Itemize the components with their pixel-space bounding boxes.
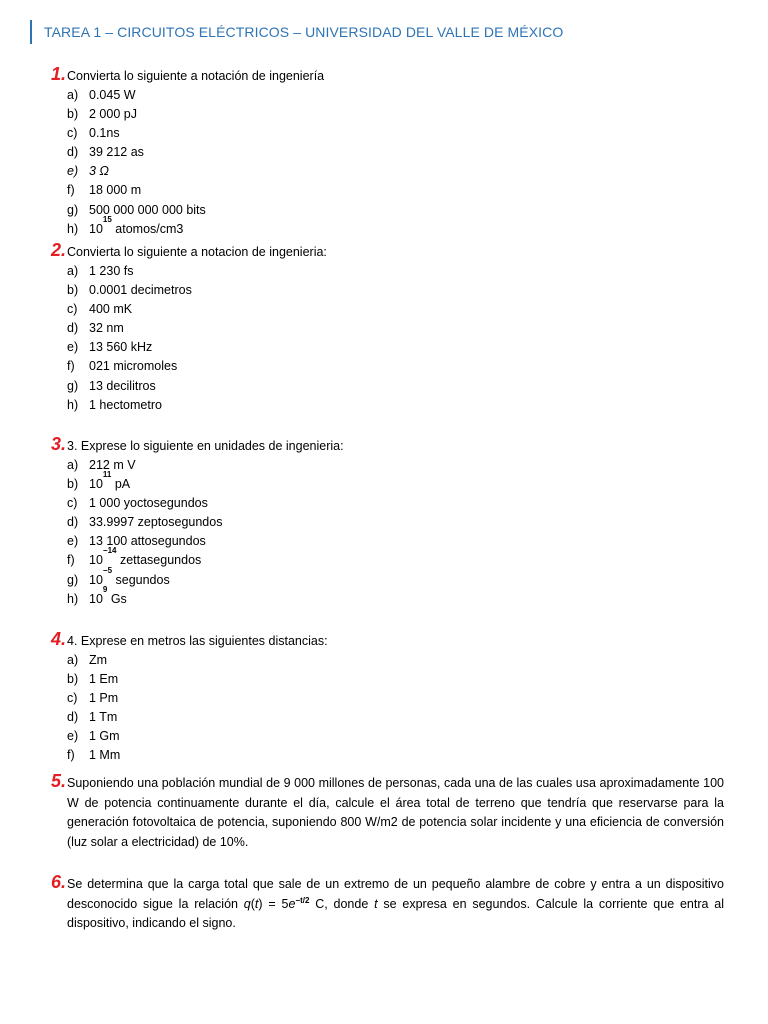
question-text-part: se expresa en segundos. Calcule la corriente que entra al dispositivo, indicando el signo. bbox=[67, 896, 724, 930]
item-value: 13 decilitros bbox=[89, 378, 156, 393]
item-value: 021 micromoles bbox=[89, 359, 178, 374]
item-letter: h) bbox=[67, 397, 79, 412]
list-item bbox=[67, 470, 724, 494]
item-value: Zm bbox=[89, 653, 108, 667]
list-item bbox=[67, 532, 724, 551]
item-value: 32 nm bbox=[89, 321, 124, 336]
item-letter: e) bbox=[67, 340, 79, 355]
list-item bbox=[67, 86, 724, 105]
item-letter: f) bbox=[67, 183, 75, 198]
item-value: 13 560 kHz bbox=[89, 340, 153, 355]
item-letter: f) bbox=[67, 359, 75, 374]
question-3 bbox=[40, 435, 724, 609]
list-item bbox=[67, 708, 724, 727]
item-letter: c) bbox=[67, 302, 78, 317]
item-value: 1 Gm bbox=[89, 729, 120, 744]
item-value: 13 100 attosegundos bbox=[89, 534, 206, 549]
item-list bbox=[40, 651, 724, 766]
list-item bbox=[67, 746, 724, 765]
list-item bbox=[67, 377, 724, 396]
list-item bbox=[67, 494, 724, 513]
item-letter: e) bbox=[67, 534, 79, 549]
question-text: Convierta lo siguiente a notación de ingeniería bbox=[67, 69, 325, 83]
item-letter: d) bbox=[67, 515, 79, 530]
list-item bbox=[67, 396, 724, 415]
item-letter: b) bbox=[67, 477, 79, 492]
question-6 bbox=[40, 873, 724, 934]
item-value: 1 Em bbox=[89, 672, 119, 687]
list-item bbox=[67, 670, 724, 689]
question-4 bbox=[40, 630, 724, 766]
item-unit: Gs bbox=[107, 591, 127, 606]
list-item bbox=[67, 456, 724, 475]
document-header bbox=[30, 20, 563, 44]
question-text: Suponiendo una población mundial de 9 000 millones de personas, cada una de las cuales usa aproximadamente 100 W de potencia continuamente durante el día, calcule el área total de terreno que tendría que reservarse para la generación fotovoltaica de potencia, suponiendo 800 W/m2 de potencia solar incidente y una eficiencia de conversión (luz solar a electricidad) de 10%. bbox=[67, 776, 724, 849]
item-letter: b) bbox=[67, 107, 79, 122]
item-value: 39 212 as bbox=[89, 145, 144, 160]
list-item bbox=[67, 162, 724, 181]
item-letter: e) bbox=[67, 164, 79, 179]
math-variable: e bbox=[288, 896, 296, 911]
item-value: 0.0001 decimetros bbox=[89, 283, 192, 298]
item-exponent: −5 bbox=[102, 565, 113, 575]
item-list bbox=[40, 86, 724, 239]
math-symbol: ( bbox=[250, 896, 255, 911]
item-value: 3 Ω bbox=[89, 164, 109, 179]
item-letter: d) bbox=[67, 710, 79, 725]
list-item bbox=[67, 300, 724, 319]
item-letter: e) bbox=[67, 729, 79, 744]
math-symbol: ) = 5 bbox=[258, 896, 289, 911]
item-value: 1 hectometro bbox=[89, 397, 162, 412]
list-item bbox=[67, 357, 724, 376]
item-exponent: 9 bbox=[102, 584, 108, 594]
question-2 bbox=[40, 241, 724, 415]
item-value: 1 230 fs bbox=[89, 264, 134, 278]
item-unit: zettasegundos bbox=[116, 553, 202, 568]
question-text: 4. Exprese en metros las siguientes distancias: bbox=[67, 634, 328, 648]
item-letter: f) bbox=[67, 748, 75, 763]
question-number: 1. bbox=[50, 64, 66, 84]
item-letter: h) bbox=[67, 591, 79, 606]
question-5 bbox=[40, 772, 724, 852]
item-value: 0.1ns bbox=[89, 126, 120, 141]
item-value: 10 bbox=[89, 553, 103, 568]
question-number: 2. bbox=[50, 240, 66, 260]
list-item bbox=[67, 727, 724, 746]
list-item bbox=[67, 338, 724, 357]
list-item bbox=[67, 319, 724, 338]
list-item bbox=[67, 262, 724, 281]
question-number: 4. bbox=[50, 629, 66, 649]
item-value: 18 000 m bbox=[89, 183, 142, 198]
math-variable: t bbox=[254, 896, 259, 911]
math-variable: q bbox=[243, 896, 251, 911]
item-value: 10 bbox=[89, 221, 103, 236]
header-title: TAREA 1 – CIRCUITOS ELÉCTRICOS – UNIVERSIDAD DEL VALLE DE MÉXICO bbox=[44, 24, 564, 40]
item-value: 10 bbox=[89, 591, 103, 606]
list-item bbox=[67, 201, 724, 220]
item-letter: a) bbox=[67, 458, 79, 472]
item-value: 400 mK bbox=[89, 302, 133, 317]
list-item bbox=[67, 651, 724, 670]
item-unit: pA bbox=[111, 477, 131, 492]
item-value: 33.9997 zeptosegundos bbox=[89, 515, 223, 530]
item-letter: a) bbox=[67, 653, 79, 667]
question-text bbox=[67, 875, 724, 934]
item-letter: g) bbox=[67, 202, 79, 217]
item-letter: c) bbox=[67, 496, 78, 511]
list-item bbox=[67, 546, 724, 570]
item-value: 500 000 000 000 bits bbox=[89, 202, 206, 217]
list-item bbox=[67, 513, 724, 532]
list-item bbox=[67, 105, 724, 124]
list-item bbox=[67, 565, 724, 590]
list-item bbox=[67, 281, 724, 300]
item-letter: b) bbox=[67, 283, 79, 298]
item-letter: b) bbox=[67, 672, 79, 687]
list-item bbox=[67, 143, 724, 162]
item-exponent: −14 bbox=[102, 546, 117, 556]
item-letter: a) bbox=[67, 88, 79, 102]
item-letter: d) bbox=[67, 321, 79, 336]
question-number: 6. bbox=[50, 872, 66, 892]
item-value: 1 000 yoctosegundos bbox=[89, 496, 208, 511]
item-letter: a) bbox=[67, 264, 79, 278]
list-item bbox=[67, 214, 724, 239]
question-number: 5. bbox=[50, 771, 66, 791]
item-letter: h) bbox=[67, 221, 79, 236]
question-text-part: Se determina que la carga total que sale de un extremo de un pequeño alambre de cobre y entra a un dispositivo desconocido sigue la relación bbox=[67, 877, 724, 911]
item-value: 212 m V bbox=[89, 458, 136, 472]
question-number: 3. bbox=[50, 434, 66, 454]
item-value: 0.045 W bbox=[89, 88, 136, 102]
list-item bbox=[67, 124, 724, 143]
math-exponent: −t/2 bbox=[295, 895, 310, 905]
item-letter: f) bbox=[67, 553, 75, 568]
question-1 bbox=[40, 65, 724, 239]
item-letter: d) bbox=[67, 145, 79, 160]
item-value: 10 bbox=[89, 572, 103, 587]
item-list bbox=[40, 262, 724, 415]
list-item bbox=[67, 181, 724, 200]
item-value: 1 Mm bbox=[89, 748, 121, 763]
question-text: Convierta lo siguiente a notacion de ingenieria: bbox=[67, 245, 327, 259]
question-text: 3. Exprese lo siguiente en unidades de ingenieria: bbox=[67, 439, 344, 453]
item-exponent: 15 bbox=[102, 214, 112, 224]
item-list bbox=[40, 456, 724, 609]
item-letter: g) bbox=[67, 378, 79, 393]
item-letter: c) bbox=[67, 691, 78, 706]
item-letter: g) bbox=[67, 572, 79, 587]
math-variable: t bbox=[374, 896, 378, 911]
question-text-part: C, donde bbox=[309, 896, 375, 911]
item-value: 10 bbox=[89, 477, 103, 492]
item-value: 1 Tm bbox=[89, 710, 118, 725]
list-item bbox=[67, 584, 724, 609]
item-unit: atomos/cm3 bbox=[111, 221, 184, 236]
item-unit: segundos bbox=[112, 572, 170, 587]
item-value: 2 000 pJ bbox=[89, 107, 137, 122]
item-letter: c) bbox=[67, 126, 78, 141]
item-value: 1 Pm bbox=[89, 691, 119, 706]
item-exponent: 11 bbox=[102, 470, 112, 480]
list-item bbox=[67, 689, 724, 708]
